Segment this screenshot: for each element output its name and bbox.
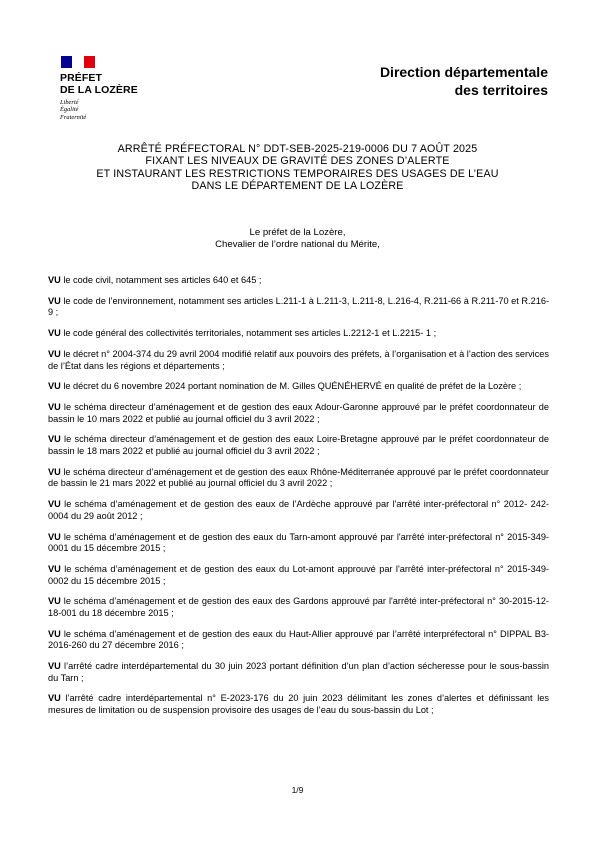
visa-prefix: VU xyxy=(48,531,61,542)
visa-item xyxy=(48,275,549,287)
visa-prefix: VU xyxy=(48,402,61,413)
visa-item xyxy=(48,434,549,457)
title-line: ARRÊTÉ PRÉFECTORAL N° DDT-SEB-2025-219-0006 DU 7 AOÛT 2025 xyxy=(117,143,478,155)
visa-item xyxy=(48,661,549,684)
visa-prefix: VU xyxy=(48,381,61,392)
visa-text: le schéma d’aménagement et de gestion des eaux du Haut-Allier approuvé par l’arrêté interpréfectoral n° DIPPAL B3-2016-260 du 27 décembre 2016 ; xyxy=(48,628,549,651)
visa-prefix: VU xyxy=(48,596,61,607)
visa-text: l’arrêté cadre interdépartemental n° E-2023-176 du 20 juin 2023 délimitant les zones d’alertes et définissant les mesures de limitation ou de suspension provisoire des usages de l’eau du sous-bassin du Lot ; xyxy=(48,693,549,716)
visa-prefix: VU xyxy=(48,295,61,306)
visa-prefix: VU xyxy=(48,499,61,510)
visa-text: le schéma d’aménagement et de gestion des eaux des Gardons approuvé par l'arrêté inter-préfectoral n° 30-2015-12-18-001 du 18 décembre 2015 ; xyxy=(48,596,549,618)
visa-item xyxy=(48,499,549,522)
prefecture-logo xyxy=(60,56,180,121)
visa-text: le schéma d’aménagement et de gestion des eaux de l’Ardèche approuvé par l'arrêté inter-préfectoral n° 2012- 242-0004 du 29 août 2012 ; xyxy=(48,499,549,521)
visa-prefix: VU xyxy=(48,275,61,285)
visa-item xyxy=(48,564,549,587)
visa-prefix: VU xyxy=(48,434,61,445)
visa-prefix: VU xyxy=(48,661,61,672)
visa-text: le code général des collectivités territoriales, notamment ses articles L.2212-1 et L.2215- 1 ; xyxy=(60,328,437,339)
prefet-header xyxy=(40,227,555,251)
visa-item xyxy=(48,596,549,619)
decree-title xyxy=(40,143,555,193)
visa-text: l’arrêté cadre interdépartemental du 30 juin 2023 portant définition d’un plan d’action sécheresse pour le sous-bassin du Tarn ; xyxy=(48,661,549,683)
direction-heading: Direction départementale des territoires xyxy=(379,64,548,98)
visa-item xyxy=(48,629,549,652)
visa-text: le schéma d’aménagement et de gestion des eaux du Lot-amont approuvé par l'arrêté inter-préfectoral n° 2015-349-0002 du 15 décembre 2015 ; xyxy=(48,563,549,586)
prefet-distinction: Chevalier de l’ordre national du Mérite, xyxy=(215,239,380,250)
visa-text: le schéma directeur d’aménagement et de gestion des eaux Loire-Bretagne approuvé par le préfet coordonnateur de bassin le 18 mars 2022 et publié au journal officiel du 3 avril 2022 ; xyxy=(48,434,549,457)
title-line: DANS LE DÉPARTEMENT DE LA LOZÈRE xyxy=(191,180,404,193)
visa-item xyxy=(48,467,549,490)
visa-text: le schéma directeur d’aménagement et de gestion des eaux Rhône-Méditerranée approuvé par le préfet coordonnateur de bassin le 21 mars 2022 et publié au journal officiel du 3 avril 2022 ; xyxy=(48,466,549,489)
title-line: ET INSTAURANT LES RESTRICTIONS TEMPORAIRES DES USAGES DE L’EAU xyxy=(96,167,499,180)
french-flag-icon xyxy=(61,56,95,68)
visa-prefix: VU xyxy=(48,628,61,639)
page-number: 1/9 xyxy=(291,785,304,795)
republic-motto: Liberté Égalité Fraternité xyxy=(60,99,87,121)
visas-list xyxy=(48,275,549,725)
visa-item xyxy=(48,349,549,372)
visa-prefix: VU xyxy=(48,693,61,704)
visa-item xyxy=(48,532,549,555)
prefet-name: Le préfet de la Lozère, xyxy=(249,227,346,238)
visa-prefix: VU xyxy=(48,348,61,359)
visa-text: le schéma directeur d’aménagement et de gestion des eaux Adour-Garonne approuvé par le préfet coordonnateur de bassin le 10 mars 2022 et publié au journal officiel du 3 avril 2022 ; xyxy=(48,402,549,424)
visa-item xyxy=(48,402,549,425)
visa-text: le code civil, notamment ses articles 640 et 645 ; xyxy=(60,275,262,285)
title-line: FIXANT LES NIVEAUX DE GRAVITÉ DES ZONES D’ALERTE xyxy=(145,155,450,168)
visa-prefix: VU xyxy=(48,563,61,574)
visa-item xyxy=(48,381,549,393)
visa-item xyxy=(48,693,549,716)
visa-prefix: VU xyxy=(48,328,61,339)
visa-item xyxy=(48,328,549,340)
visa-text: le code de l’environnement, notamment ses articles L.211-1 à L.211-3, L.211-8, L.216-4, R.211-66 à R.211-70 et R.216-9 ; xyxy=(48,295,549,318)
prefect-label: PRÉFET DE LA LOZÈRE xyxy=(60,72,138,96)
visa-text: le schéma d’aménagement et de gestion des eaux du Tarn-amont approuvé par l'arrêté inter-préfectoral n° 2015-349-0001 du 15 décembre 2015 ; xyxy=(48,531,549,554)
visa-prefix: VU xyxy=(48,466,61,477)
visa-text: le décret n° 2004-374 du 29 avril 2004 modifié relatif aux pouvoirs des préfets, à l’organisation et à l’action des services de l’État dans les régions et départements ; xyxy=(48,348,549,371)
visa-text: le décret du 6 novembre 2024 portant nomination de M. Gilles QUÉNÉHERVÉ en qualité de préfet de la Lozère ; xyxy=(60,381,522,392)
visa-item xyxy=(48,296,549,319)
